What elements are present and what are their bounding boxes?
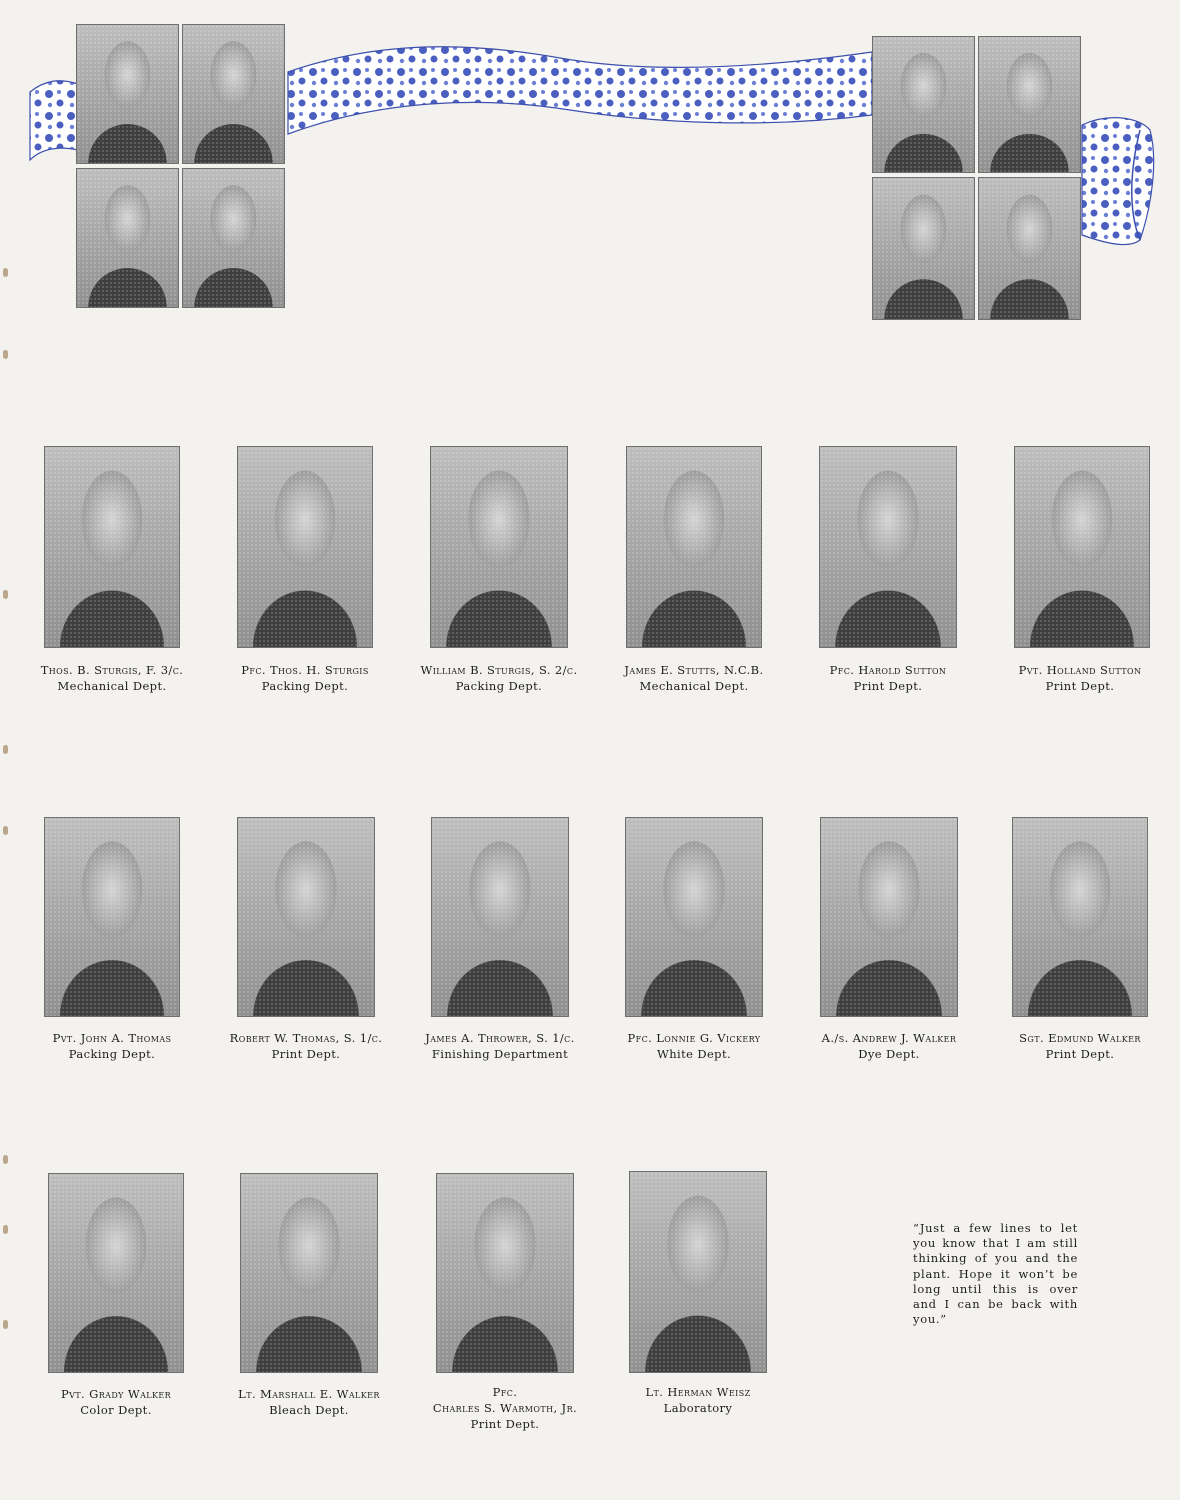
portrait-name: Pvt. Grady Walker (60, 1387, 172, 1401)
portrait-photo (626, 446, 762, 648)
portrait-caption (211, 1030, 401, 1062)
portrait-photo (430, 446, 568, 648)
portrait-photo (44, 817, 180, 1017)
portrait-name: Pfc. Lonnie G. Vickery (627, 1031, 761, 1045)
portrait-caption (214, 1386, 404, 1418)
portrait-name: James E. Stutts, N.C.B. (624, 663, 764, 677)
portrait-caption (17, 662, 207, 694)
portrait-dept: Print Dept. (470, 1417, 540, 1431)
portrait-dept: Packing Dept. (455, 679, 543, 693)
portrait-name: Sgt. Edmund Walker (1019, 1031, 1141, 1045)
portrait-photo (978, 177, 1081, 320)
portrait-dept: Finishing Department (431, 1047, 569, 1061)
portrait-photo (978, 36, 1081, 173)
portrait-photo (431, 817, 569, 1017)
portrait-dept: Laboratory (663, 1401, 733, 1415)
portrait-photo (182, 168, 285, 308)
portrait-caption (794, 1030, 984, 1062)
portrait-photo (1014, 446, 1150, 648)
portrait-photo (240, 1173, 378, 1373)
portrait-caption (985, 1030, 1175, 1062)
portrait-name: Pfc. Thos. H. Sturgis (241, 663, 369, 677)
portrait-dept: Mechanical Dept. (639, 679, 749, 693)
portrait-photo (625, 817, 763, 1017)
portrait-name: Pfc. Harold Sutton (829, 663, 947, 677)
portrait-photo (237, 817, 375, 1017)
portrait-name: Lt. Marshall E. Walker (238, 1387, 380, 1401)
portrait-name: A./s. Andrew J. Walker (821, 1031, 957, 1045)
portrait-dept: White Dept. (656, 1047, 732, 1061)
portrait-photo (237, 446, 373, 648)
portrait-name: Pfc. (492, 1385, 518, 1399)
portrait-dept: Print Dept. (853, 679, 923, 693)
portrait-caption (404, 662, 594, 694)
portrait-dept: Packing Dept. (68, 1047, 156, 1061)
portrait-photo (44, 446, 180, 648)
portrait-photo (819, 446, 957, 648)
portrait-name: Pvt. John A. Thomas (52, 1031, 172, 1045)
portrait-dept: Packing Dept. (261, 679, 349, 693)
portrait-dept: Print Dept. (1045, 1047, 1115, 1061)
portrait-photo (629, 1171, 767, 1373)
portrait-dept: Mechanical Dept. (57, 679, 167, 693)
portrait-name: Pvt. Holland Sutton (1018, 663, 1142, 677)
quote-text: “Just a few lines to let you know that I am still thinking of you and the plant. Hope it won’t be long until this is over and I can be back with you.” (913, 1221, 1078, 1327)
portrait-caption (21, 1386, 211, 1418)
portrait-dept: Bleach Dept. (269, 1403, 349, 1417)
portrait-dept: Print Dept. (271, 1047, 341, 1061)
portrait-caption (599, 1030, 789, 1062)
portrait-caption (410, 1384, 600, 1432)
portrait-photo (76, 168, 179, 308)
portrait-name: Robert W. Thomas, S. 1/c. (229, 1031, 383, 1045)
portrait-photo (48, 1173, 184, 1373)
portrait-photo (182, 24, 285, 164)
portrait-photo (76, 24, 179, 164)
portrait-name: Thos. B. Sturgis, F. 3/c. (40, 663, 184, 677)
portrait-caption (985, 662, 1175, 694)
portrait-caption (793, 662, 983, 694)
portrait-photo (436, 1173, 574, 1373)
portrait-dept: Dye Dept. (858, 1047, 920, 1061)
portrait-name: James A. Thrower, S. 1/c. (425, 1031, 575, 1045)
portrait-photo (872, 36, 975, 173)
portrait-photo (820, 817, 958, 1017)
portrait-name: Lt. Herman Weisz (645, 1385, 751, 1399)
portrait-name: William B. Sturgis, S. 2/c. (420, 663, 578, 677)
portrait-dept: Color Dept. (80, 1403, 152, 1417)
portrait-photo (872, 177, 975, 320)
portrait-caption (603, 1384, 793, 1416)
portrait-caption (210, 662, 400, 694)
portrait-caption (405, 1030, 595, 1062)
portrait-photo (1012, 817, 1148, 1017)
portrait-caption (599, 662, 789, 694)
portrait-dept: Print Dept. (1045, 679, 1115, 693)
portrait-caption (17, 1030, 207, 1062)
portrait-name-line2: Charles S. Warmoth, Jr. (432, 1401, 578, 1415)
